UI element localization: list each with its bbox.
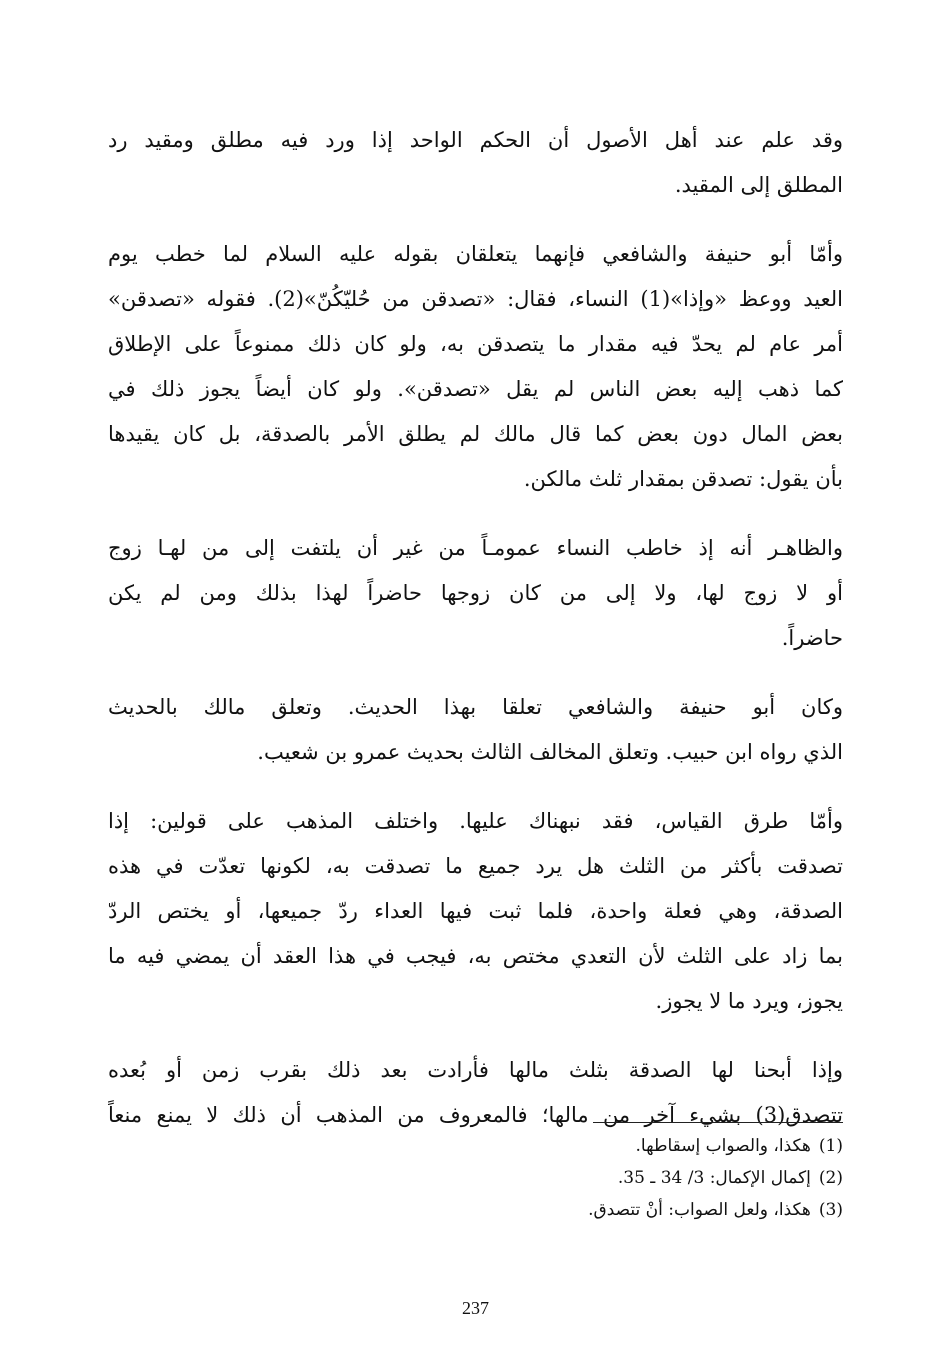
text-line: أمر عام لم يحدّ فيه مقدار ما يتصدقن به، ولو كان ذلك ممنوعاً على الإطلاق <box>108 332 843 356</box>
footnote-1 <box>108 1130 843 1162</box>
text-line: بأن يقول: تصدقن بمقدار ثلث مالكن. <box>523 467 843 491</box>
footnote-2 <box>108 1162 843 1194</box>
text-line: المطلق إلى المقيد. <box>674 173 843 197</box>
text-line: العيد ووعظ «وإذا»(1) النساء، فقال: «تصدقن من حُليّكُنّ»(2). فقوله «تصدقن» <box>108 287 843 311</box>
paragraph-6 <box>108 1048 843 1138</box>
text-line: الذي رواه ابن حبيب. وتعلق المخالف الثالث بحديث عمرو بن شعيب. <box>257 740 843 764</box>
text-line: وقد علم عند أهل الأصول أن الحكم الواحد إذا ورد فيه مطلق ومقيد رد <box>108 128 843 152</box>
footnote-number: (2) <box>818 1168 843 1188</box>
footnote-number: (1) <box>818 1136 843 1156</box>
text-line: تتصدق(3) بشيء آخر من مالها؛ فالمعروف من المذهب أن ذلك لا يمنع منعاً <box>108 1103 843 1127</box>
book-page <box>108 108 843 1348</box>
paragraph-2 <box>108 232 843 502</box>
footnote-number: (3) <box>818 1200 843 1220</box>
paragraph-5 <box>108 799 843 1024</box>
text-line: حاضراً. <box>781 626 843 650</box>
text-line: بما زاد على الثلث لأن التعدي مختص به، فيجب في هذا العقد أن يمضي فيه ما <box>108 944 843 968</box>
paragraph-3 <box>108 526 843 661</box>
text-line: تصدقت بأكثر من الثلث هل يرد جميع ما تصدقت به، لكونها تعدّت في هذه <box>108 854 843 878</box>
page-number: 237 <box>462 1298 489 1318</box>
text-line: وإذا أبحنا لها الصدقة بثلث مالها فأرادت بعد ذلك بقرب زمن أو بُعده <box>108 1058 843 1082</box>
footnote-3 <box>108 1194 843 1226</box>
text-line: أو لا زوج لها، ولا إلى من كان زوجها حاضراً لهذا بذلك ومن لم يكن <box>108 581 843 605</box>
body-text <box>108 118 843 1138</box>
paragraph-4 <box>108 685 843 775</box>
text-line: وأمّا أبو حنيفة والشافعي فإنهما يتعلقان بقوله عليه السلام لما خطب يوم <box>108 242 843 266</box>
text-line: والظاهـر أنه إذ خاطب النساء عمومـاً من غير أن يلتفت إلى من لهـا زوج <box>108 536 843 560</box>
footnote-separator <box>593 1122 843 1123</box>
paragraph-1 <box>108 118 843 208</box>
footnote-text: هكذا، ولعل الصواب: أنْ تتصدق. <box>588 1200 811 1220</box>
footnote-text: هكذا، والصواب إسقاطها. <box>635 1136 811 1156</box>
text-line: وكان أبو حنيفة والشافعي تعلقا بهذا الحديث. وتعلق مالك بالحديث <box>108 695 843 719</box>
footnote-text: إكمال الإكمال: 3/ 34 ـ 35. <box>617 1168 811 1188</box>
text-line: بعض المال دون بعض كما قال مالك لم يطلق الأمر بالصدقة، بل كان يقيدها <box>108 422 843 446</box>
footnotes <box>108 1130 843 1226</box>
text-line: وأمّا طرق القياس، فقد نبهناك عليها. واختلف المذهب على قولين: إذا <box>108 809 843 833</box>
text-line: يجوز، ويرد ما لا يجوز. <box>655 989 843 1013</box>
text-line: كما ذهب إليه بعض الناس لم يقل «تصدقن». ولو كان أيضاً يجوز ذلك في <box>108 377 843 401</box>
text-line: الصدقة، وهي فعلة واحدة، فلما ثبت فيها العداء ردّ جميعها، أو يختص الردّ <box>108 899 843 923</box>
